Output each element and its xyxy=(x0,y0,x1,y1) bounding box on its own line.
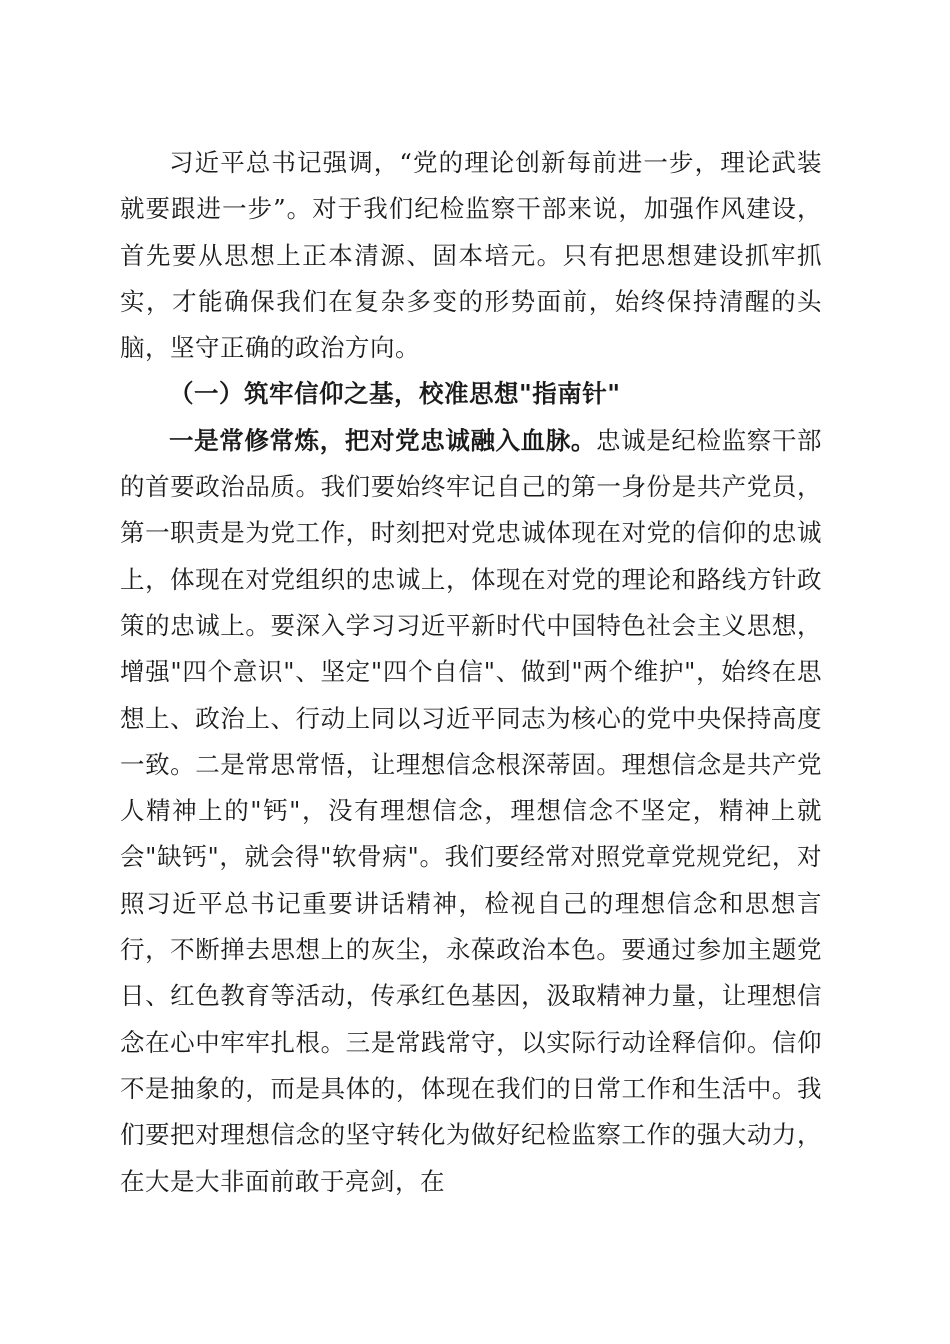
paragraph-body-text: 忠诚是纪检监察干部的首要政治品质。我们要始终牢记自己的第一身份是共产党员，第一职责是为党工作，时刻把对党忠诚体现在对党的信仰的忠诚上，体现在对党组织的忠诚上，体现在对党的理论和路线方针政策的忠诚上。要深入学习习近平新时代中国特色社会主义思想，增强"四个意识"、坚定"四个自信"、做到"两个维护"，始终在思想上、政治上、行动上同以习近平同志为核心的党中央保持高度一致。二是常思常悟，让理想信念根深蒂固。理想信念是共产党人精神上的"钙"，没有理想信念，理想信念不坚定，精神上就会"缺钙"，就会得"软骨病"。我们要经常对照党章党规党纪，对照习近平总书记重要讲话精神，检视自己的理想信念和思想言行，不断掸去思想上的灰尘，永葆政治本色。要通过参加主题党日、红色教育等活动，传承红色基因，汲取精神力量，让理想信念在心中牢牢扎根。三是常践常守，以实际行动诠释信仰。信仰不是抽象的，而是具体的，体现在我们的日常工作和生活中。我们要把对理想信念的坚守转化为做好纪检监察工作的强大动力，在大是大非面前敢于亮剑，在 xyxy=(120,425,823,1196)
intro-paragraph: 习近平总书记强调，“党的理论创新每前进一步，理论武装就要跟进一步”。对于我们纪检监察干部来说，加强作风建设，首先要从思想上正本清源、固本培元。只有把思想建设抓牢抓实，才能确保我们在复杂多变的形势面前，始终保持清醒的头脑，坚守正确的政治方向。 xyxy=(120,148,822,363)
paragraph-lead-sentence: 一是常修常炼，把对党忠诚融入血脉。 xyxy=(169,425,597,455)
section-heading: （一）筑牢信仰之基，校准思想"指南针" xyxy=(169,379,621,409)
document-body xyxy=(120,140,822,1205)
body-paragraph xyxy=(120,418,822,1205)
